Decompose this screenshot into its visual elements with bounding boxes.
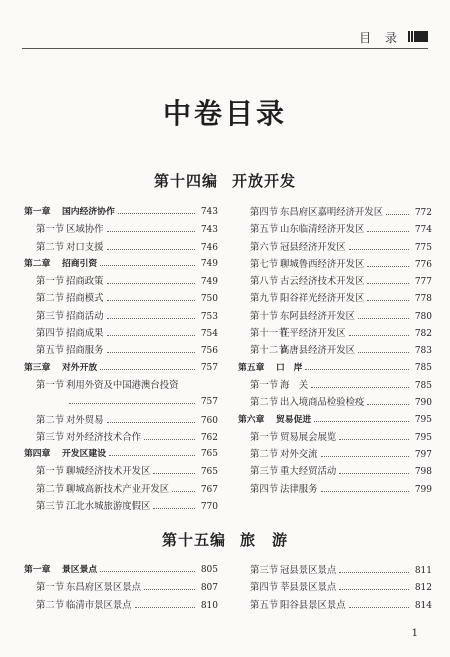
dot-leader — [172, 491, 195, 492]
dot-leader — [118, 213, 195, 214]
page-ref: 757 — [200, 397, 218, 408]
dot-leader — [386, 214, 409, 215]
section-title: 聊城鲁西经济开发区 — [280, 258, 365, 270]
chapter-title: 招商引资 — [62, 258, 98, 269]
page-ref: 749 — [200, 277, 218, 288]
dot-leader — [107, 249, 195, 250]
dot-leader — [339, 572, 409, 573]
section-title: 阳谷祥光经济开发区 — [280, 293, 365, 305]
page-ref: 760 — [200, 415, 218, 426]
toc-section-entry — [238, 429, 432, 446]
toc-chapter-entry — [24, 562, 218, 579]
dot-leader — [305, 369, 409, 370]
entry-text — [24, 446, 198, 463]
page-ref: 812 — [414, 583, 432, 594]
entry-text — [24, 412, 198, 429]
page-ref: 757 — [200, 362, 218, 373]
toc-chapter-entry — [24, 204, 218, 221]
dot-leader — [339, 473, 409, 474]
page-ref: 780 — [414, 311, 432, 322]
section-number: 第二节 — [36, 241, 65, 253]
chapter-title: 景区景点 — [62, 565, 98, 575]
page-ref: 775 — [414, 242, 432, 253]
section-number: 第九节 — [250, 293, 279, 305]
entry-text — [238, 481, 412, 498]
section-number: 第十节 — [250, 310, 279, 322]
page-ref: 807 — [200, 583, 218, 594]
section-number: 第四节 — [250, 207, 279, 218]
section-number: 第八节 — [250, 276, 279, 288]
section-number: 第二节 — [36, 483, 65, 495]
chapter-number: 第三章 — [24, 362, 51, 373]
entry-text — [24, 204, 198, 221]
toc-section-entry — [238, 290, 432, 307]
part-14-right-column — [238, 204, 432, 498]
toc-section-entry — [24, 290, 218, 307]
section-number: 第三节 — [250, 565, 279, 576]
section-title: 出入境商品检验检疫 — [280, 397, 365, 409]
toc-chapter-entry — [24, 256, 218, 273]
dot-leader — [135, 607, 195, 608]
part-14-number: 第十四编 — [153, 172, 218, 190]
toc-chapter-entry — [238, 412, 432, 429]
section-title: 海 关 — [280, 379, 309, 391]
entry-text — [238, 273, 412, 290]
dot-leader — [358, 352, 409, 353]
page-ref: 814 — [414, 600, 432, 611]
toc-section-entry — [24, 463, 218, 480]
chapter-number: 第一章 — [24, 207, 51, 217]
entry-text — [24, 342, 198, 359]
chapter-number: 第二章 — [24, 258, 51, 269]
page-ref: 750 — [200, 294, 218, 305]
entry-text — [238, 221, 412, 238]
page-ref: 765 — [200, 467, 218, 478]
section-title: 对外交流 — [280, 449, 318, 461]
toc-chapter-entry — [24, 446, 218, 463]
section-number: 第二节 — [250, 449, 279, 461]
section-title: 招商成果 — [66, 328, 104, 340]
section-title: 东昌府区嘉明经济开发区 — [280, 207, 384, 218]
toc-section-entry — [238, 446, 432, 463]
section-number: 第二节 — [250, 397, 279, 409]
toc-section-entry — [24, 412, 218, 429]
entry-text — [238, 394, 412, 411]
dot-leader — [144, 439, 195, 440]
entry-text — [238, 463, 412, 480]
section-title: 招商活动 — [66, 310, 104, 322]
page-ref: 785 — [414, 362, 432, 373]
section-title: 贸易展会展览 — [280, 431, 337, 443]
section-number: 第一节 — [36, 582, 65, 594]
section-title: 对口支援 — [66, 241, 104, 253]
section-title: 冠县景区景点 — [280, 565, 337, 576]
toc-section-entry — [238, 597, 432, 614]
section-number: 第四节 — [250, 582, 279, 594]
toc-section-entry — [24, 481, 218, 498]
page-ref: 762 — [200, 432, 218, 443]
entry-text — [238, 562, 412, 579]
dot-leader — [358, 318, 409, 319]
entry-text — [238, 429, 412, 446]
part-15-heading — [0, 529, 450, 550]
wrapped-entry — [66, 377, 218, 412]
entry-text — [238, 446, 412, 463]
entry-text — [24, 273, 198, 290]
chapter-number: 第五章 — [238, 362, 265, 373]
dot-leader — [367, 300, 409, 301]
dot-leader — [321, 491, 409, 492]
page-ref: 776 — [414, 259, 432, 270]
dot-leader — [100, 265, 195, 266]
entry-text — [24, 579, 198, 596]
chapter-title: 口 岸 — [276, 362, 303, 373]
dot-leader — [349, 607, 409, 608]
section-number: 第二节 — [36, 293, 65, 305]
header-label: 目 录 — [359, 31, 402, 45]
page-ref: 743 — [200, 207, 218, 217]
section-number: 第三节 — [250, 466, 279, 478]
toc-section-entry — [24, 221, 218, 238]
part-15-right-column — [238, 562, 432, 614]
section-title: 冠县经济开发区 — [280, 241, 346, 253]
section-title: 招商服务 — [66, 345, 104, 357]
header-rule — [22, 48, 428, 49]
dot-leader — [367, 404, 409, 405]
dot-leader — [339, 589, 409, 590]
dot-leader — [109, 455, 195, 456]
section-number: 第三节 — [36, 310, 65, 322]
section-number: 第六节 — [250, 241, 279, 253]
section-title: 重大经贸活动 — [280, 466, 337, 478]
chapter-number: 第一章 — [24, 565, 51, 575]
dot-leader — [321, 456, 409, 457]
entry-text — [238, 204, 412, 221]
section-number: 第二节 — [36, 414, 65, 426]
page-ref: 767 — [200, 484, 218, 495]
chapter-title: 国内经济协作 — [62, 207, 115, 217]
page-ref: 756 — [200, 346, 218, 357]
section-title: 莘县景区景点 — [280, 582, 337, 594]
dot-leader — [153, 473, 195, 474]
toc-section-entry — [238, 221, 432, 238]
entry-text — [238, 597, 412, 614]
toc-section-entry — [24, 325, 218, 342]
entry-text — [238, 256, 412, 273]
dot-leader — [69, 403, 195, 404]
toc-section-entry — [24, 308, 218, 325]
chapter-number: 第六章 — [238, 414, 265, 425]
entry-text — [238, 377, 412, 394]
page-ref: 777 — [414, 277, 432, 288]
page-ref-line — [66, 394, 218, 411]
part-15-name: 旅 游 — [240, 531, 289, 549]
page-ref: 795 — [414, 432, 432, 443]
entry-text — [24, 498, 198, 515]
toc-section-entry — [24, 429, 218, 446]
toc-section-entry — [238, 256, 432, 273]
entry-text — [24, 239, 198, 256]
section-number: 第一节 — [250, 379, 279, 391]
page-ref: 753 — [200, 311, 218, 322]
toc-section-entry — [238, 463, 432, 480]
dot-leader — [367, 283, 409, 284]
entry-text — [24, 325, 198, 342]
dot-leader — [107, 335, 195, 336]
toc-section-entry — [24, 239, 218, 256]
page-ref: 770 — [200, 502, 218, 513]
section-title: 江北水城旅游度假区 — [66, 501, 151, 513]
section-title: 对外经济技术合作 — [66, 431, 142, 443]
toc-section-entry — [238, 204, 432, 221]
dot-leader — [107, 318, 195, 319]
entry-text — [238, 308, 412, 325]
page-ref: 799 — [414, 484, 432, 495]
section-number: 第四节 — [250, 483, 279, 495]
page-number: 1 — [411, 628, 418, 639]
toc-section-entry — [238, 481, 432, 498]
section-number: 第一节 — [36, 224, 65, 236]
page-ref: 746 — [200, 242, 218, 253]
section-title: 高唐县经济开发区 — [280, 345, 356, 357]
section-number: 第一节 — [36, 379, 65, 391]
section-title: 法律服务 — [280, 483, 318, 495]
entry-text — [238, 290, 412, 307]
page-ref: 795 — [414, 414, 432, 425]
toc-section-entry — [24, 597, 218, 614]
section-number: 第五节 — [250, 224, 279, 236]
toc-chapter-entry — [238, 360, 432, 377]
section-title: 山东临清经济开发区 — [280, 224, 365, 236]
dot-leader — [314, 421, 409, 422]
dot-leader — [339, 439, 409, 440]
toc-section-entry — [238, 273, 432, 290]
section-number: 第四节 — [36, 328, 65, 340]
part-14-name: 开放开发 — [232, 172, 297, 190]
section-number: 第五节 — [36, 345, 65, 357]
dot-leader — [349, 249, 409, 250]
page-ref: 778 — [414, 294, 432, 305]
entry-text — [24, 463, 198, 480]
section-title: 阳谷县景区景点 — [280, 599, 346, 611]
section-title: 招商模式 — [66, 293, 104, 305]
dot-leader — [100, 369, 195, 370]
page-ref: 783 — [414, 346, 432, 357]
dot-leader — [107, 231, 195, 232]
part-15-left-column — [24, 562, 218, 614]
section-number: 第一节 — [250, 431, 279, 443]
page-ref: 810 — [200, 600, 218, 611]
page-ref: 811 — [414, 566, 432, 576]
entry-text — [238, 360, 412, 377]
toc-chapter-entry — [24, 360, 218, 377]
entry-text — [238, 239, 412, 256]
toc-section-entry — [24, 579, 218, 596]
dot-leader — [107, 352, 195, 353]
section-number: 第五节 — [250, 599, 279, 611]
page-ref: 790 — [414, 398, 432, 409]
dot-leader — [107, 422, 195, 423]
page-ref: 798 — [414, 467, 432, 478]
section-number: 第三节 — [36, 501, 65, 513]
chapter-title: 贸易促进 — [276, 414, 312, 425]
page-ref: 749 — [200, 258, 218, 269]
page-ref: 805 — [200, 565, 218, 575]
entry-text — [24, 221, 198, 238]
part-15-number: 第十五编 — [161, 531, 226, 549]
section-title: 对外贸易 — [66, 414, 104, 426]
section-number: 第一节 — [36, 276, 65, 288]
dot-leader — [144, 589, 195, 590]
dot-leader — [367, 266, 409, 267]
section-title: 区域协作 — [66, 224, 104, 236]
entry-text — [238, 325, 412, 342]
toc-section-entry — [24, 342, 218, 359]
section-number: 第十一节 — [250, 328, 288, 340]
part-14-heading — [0, 170, 450, 191]
dot-leader — [107, 283, 195, 284]
section-title: 利用外资及中国港澳台投资 — [66, 379, 179, 391]
page-ref: 772 — [414, 208, 432, 218]
toc-section-entry — [24, 498, 218, 515]
dot-leader — [311, 387, 409, 388]
page-ref: 774 — [414, 225, 432, 236]
chapter-number: 第四章 — [24, 449, 51, 460]
section-number: 第二节 — [36, 599, 65, 611]
chapter-title: 开发区建设 — [62, 449, 106, 460]
page-ref: 782 — [414, 329, 432, 340]
section-number: 第三节 — [36, 431, 65, 443]
toc-section-entry — [238, 394, 432, 411]
page-title: 中卷目录 — [162, 97, 287, 130]
entry-text — [24, 562, 198, 579]
dot-leader — [100, 571, 195, 572]
entry-text — [24, 290, 198, 307]
entry-text — [238, 412, 412, 429]
section-title: 东昌府区景区景点 — [66, 582, 142, 594]
toc-section-entry — [238, 342, 432, 359]
toc-section-entry — [238, 308, 432, 325]
entry-text — [24, 597, 198, 614]
section-title: 临清市景区景点 — [66, 599, 132, 611]
entry-text — [238, 342, 412, 359]
section-title: 聊城高新技术产业开发区 — [66, 483, 170, 495]
toc-section-entry — [238, 325, 432, 342]
section-number: 第一节 — [36, 466, 65, 478]
toc-section-entry — [24, 377, 218, 412]
dot-leader — [153, 508, 195, 509]
section-number: 第七节 — [250, 258, 279, 270]
toc-section-entry — [238, 579, 432, 596]
section-title: 茌平经济开发区 — [280, 328, 346, 340]
page-ref: 785 — [414, 380, 432, 391]
chapter-title: 对外开放 — [62, 362, 98, 373]
dot-leader — [349, 335, 409, 336]
part-14-left-column — [24, 204, 218, 515]
section-title: 东阿县经济开发区 — [280, 310, 356, 322]
entry-text — [24, 429, 198, 446]
toc-section-entry — [24, 273, 218, 290]
header-bars-ornament — [408, 31, 428, 42]
entry-text — [238, 579, 412, 596]
entry-text — [24, 308, 198, 325]
toc-section-entry — [238, 562, 432, 579]
section-title: 聊城经济技术开发区 — [66, 466, 151, 478]
page-ref: 797 — [414, 450, 432, 461]
dot-leader — [107, 300, 195, 301]
toc-section-entry — [238, 239, 432, 256]
section-number: 第十二节 — [250, 345, 288, 357]
page-ref: 743 — [200, 225, 218, 236]
entry-text — [24, 481, 198, 498]
entry-text — [24, 256, 198, 273]
section-title: 招商政策 — [66, 276, 104, 288]
toc-section-entry — [238, 377, 432, 394]
dot-leader — [367, 231, 409, 232]
section-title: 古云经济技术开发区 — [280, 276, 365, 288]
page-ref: 765 — [200, 449, 218, 460]
entry-text — [24, 360, 198, 377]
page-ref: 754 — [200, 329, 218, 340]
